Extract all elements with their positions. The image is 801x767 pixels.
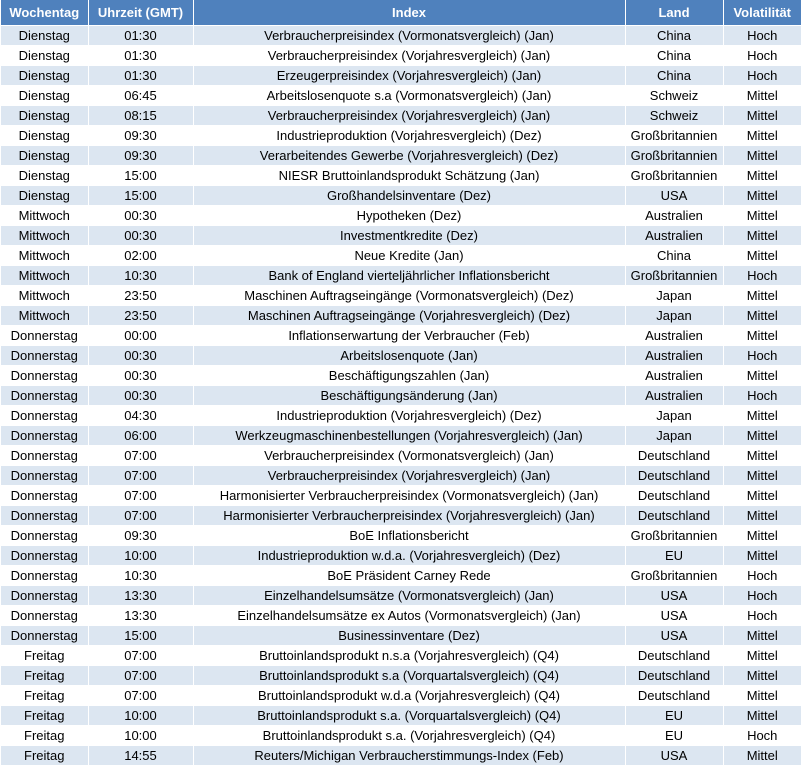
country-cell: Japan	[625, 406, 723, 426]
weekday-cell: Freitag	[1, 646, 88, 666]
volatility-cell: Mittel	[723, 666, 801, 686]
volatility-cell: Mittel	[723, 426, 801, 446]
table-row	[1, 166, 801, 186]
weekday-cell: Freitag	[1, 666, 88, 686]
index-cell: NIESR Bruttoinlandsprodukt Schätzung (Jan)	[193, 166, 625, 186]
table-row	[1, 506, 801, 526]
table-row	[1, 126, 801, 146]
volatility-cell: Hoch	[723, 726, 801, 746]
country-cell: Australien	[625, 386, 723, 406]
table-row	[1, 106, 801, 126]
index-cell: Investmentkredite (Dez)	[193, 226, 625, 246]
volatility-cell: Hoch	[723, 346, 801, 366]
header-country: Land	[625, 0, 723, 26]
volatility-cell: Mittel	[723, 306, 801, 326]
index-cell: Beschäftigungszahlen (Jan)	[193, 366, 625, 386]
table-row	[1, 66, 801, 86]
table-row	[1, 346, 801, 366]
index-cell: Verbraucherpreisindex (Vorjahresvergleich) (Jan)	[193, 466, 625, 486]
volatility-cell: Mittel	[723, 546, 801, 566]
index-cell: Businessinventare (Dez)	[193, 626, 625, 646]
country-cell: Großbritannien	[625, 566, 723, 586]
index-cell: Erzeugerpreisindex (Vorjahresvergleich) (Jan)	[193, 66, 625, 86]
volatility-cell: Mittel	[723, 646, 801, 666]
country-cell: China	[625, 66, 723, 86]
country-cell: EU	[625, 546, 723, 566]
time-cell: 15:00	[88, 186, 193, 206]
table-row	[1, 466, 801, 486]
time-cell: 13:30	[88, 586, 193, 606]
economic-calendar-table	[1, 0, 801, 765]
time-cell: 14:55	[88, 746, 193, 766]
country-cell: China	[625, 26, 723, 46]
volatility-cell: Hoch	[723, 386, 801, 406]
index-cell: Bruttoinlandsprodukt n.s.a (Vorjahresvergleich) (Q4)	[193, 646, 625, 666]
header-volatility: Volatilität	[723, 0, 801, 26]
volatility-cell: Hoch	[723, 266, 801, 286]
country-cell: Australien	[625, 206, 723, 226]
time-cell: 23:50	[88, 306, 193, 326]
time-cell: 10:00	[88, 726, 193, 746]
index-cell: Großhandelsinventare (Dez)	[193, 186, 625, 206]
volatility-cell: Mittel	[723, 206, 801, 226]
index-cell: Verarbeitendes Gewerbe (Vorjahresvergleich) (Dez)	[193, 146, 625, 166]
time-cell: 23:50	[88, 286, 193, 306]
weekday-cell: Dienstag	[1, 46, 88, 66]
weekday-cell: Donnerstag	[1, 586, 88, 606]
header-weekday: Wochentag	[1, 0, 88, 26]
volatility-cell: Mittel	[723, 366, 801, 386]
volatility-cell: Mittel	[723, 526, 801, 546]
weekday-cell: Donnerstag	[1, 526, 88, 546]
index-cell: Arbeitslosenquote s.a (Vormonatsvergleich) (Jan)	[193, 86, 625, 106]
index-cell: Bruttoinlandsprodukt s.a (Vorquartalsvergleich) (Q4)	[193, 666, 625, 686]
table-row	[1, 566, 801, 586]
time-cell: 07:00	[88, 486, 193, 506]
weekday-cell: Dienstag	[1, 166, 88, 186]
weekday-cell: Dienstag	[1, 86, 88, 106]
time-cell: 07:00	[88, 466, 193, 486]
volatility-cell: Mittel	[723, 746, 801, 766]
index-cell: Verbraucherpreisindex (Vorjahresvergleich) (Jan)	[193, 46, 625, 66]
time-cell: 04:30	[88, 406, 193, 426]
volatility-cell: Mittel	[723, 106, 801, 126]
time-cell: 07:00	[88, 666, 193, 686]
table-row	[1, 26, 801, 46]
index-cell: Bruttoinlandsprodukt s.a. (Vorquartalsvergleich) (Q4)	[193, 706, 625, 726]
index-cell: Industrieproduktion (Vorjahresvergleich) (Dez)	[193, 126, 625, 146]
weekday-cell: Dienstag	[1, 106, 88, 126]
weekday-cell: Mittwoch	[1, 266, 88, 286]
country-cell: USA	[625, 606, 723, 626]
weekday-cell: Donnerstag	[1, 346, 88, 366]
time-cell: 01:30	[88, 26, 193, 46]
index-cell: Neue Kredite (Jan)	[193, 246, 625, 266]
header-index: Index	[193, 0, 625, 26]
volatility-cell: Hoch	[723, 26, 801, 46]
time-cell: 09:30	[88, 126, 193, 146]
time-cell: 13:30	[88, 606, 193, 626]
time-cell: 07:00	[88, 646, 193, 666]
table-row	[1, 686, 801, 706]
weekday-cell: Dienstag	[1, 186, 88, 206]
weekday-cell: Dienstag	[1, 146, 88, 166]
time-cell: 00:30	[88, 226, 193, 246]
table-row	[1, 546, 801, 566]
time-cell: 00:30	[88, 206, 193, 226]
country-cell: Deutschland	[625, 486, 723, 506]
country-cell: Großbritannien	[625, 126, 723, 146]
time-cell: 01:30	[88, 46, 193, 66]
index-cell: Arbeitslosenquote (Jan)	[193, 346, 625, 366]
weekday-cell: Donnerstag	[1, 546, 88, 566]
weekday-cell: Freitag	[1, 746, 88, 766]
table-row	[1, 486, 801, 506]
volatility-cell: Mittel	[723, 246, 801, 266]
country-cell: Deutschland	[625, 446, 723, 466]
table-row	[1, 526, 801, 546]
weekday-cell: Donnerstag	[1, 406, 88, 426]
weekday-cell: Dienstag	[1, 66, 88, 86]
weekday-cell: Freitag	[1, 726, 88, 746]
country-cell: Deutschland	[625, 666, 723, 686]
table-row	[1, 286, 801, 306]
weekday-cell: Freitag	[1, 686, 88, 706]
country-cell: Großbritannien	[625, 266, 723, 286]
volatility-cell: Mittel	[723, 706, 801, 726]
volatility-cell: Hoch	[723, 46, 801, 66]
table-row	[1, 206, 801, 226]
index-cell: Maschinen Auftragseingänge (Vorjahresvergleich) (Dez)	[193, 306, 625, 326]
country-cell: Australien	[625, 326, 723, 346]
table-row	[1, 86, 801, 106]
index-cell: Einzelhandelsumsätze ex Autos (Vormonatsvergleich) (Jan)	[193, 606, 625, 626]
index-cell: Industrieproduktion (Vorjahresvergleich) (Dez)	[193, 406, 625, 426]
country-cell: Japan	[625, 426, 723, 446]
country-cell: USA	[625, 586, 723, 606]
time-cell: 07:00	[88, 446, 193, 466]
volatility-cell: Mittel	[723, 126, 801, 146]
table-row	[1, 746, 801, 766]
table-row	[1, 386, 801, 406]
time-cell: 00:30	[88, 386, 193, 406]
volatility-cell: Hoch	[723, 66, 801, 86]
volatility-cell: Mittel	[723, 86, 801, 106]
time-cell: 00:00	[88, 326, 193, 346]
weekday-cell: Mittwoch	[1, 206, 88, 226]
country-cell: Deutschland	[625, 646, 723, 666]
weekday-cell: Dienstag	[1, 126, 88, 146]
weekday-cell: Donnerstag	[1, 626, 88, 646]
volatility-cell: Mittel	[723, 166, 801, 186]
index-cell: Bruttoinlandsprodukt s.a. (Vorjahresvergleich) (Q4)	[193, 726, 625, 746]
time-cell: 01:30	[88, 66, 193, 86]
index-cell: Einzelhandelsumsätze (Vormonatsvergleich) (Jan)	[193, 586, 625, 606]
weekday-cell: Freitag	[1, 706, 88, 726]
weekday-cell: Donnerstag	[1, 366, 88, 386]
time-cell: 10:00	[88, 706, 193, 726]
volatility-cell: Mittel	[723, 686, 801, 706]
table-row	[1, 186, 801, 206]
table-row	[1, 246, 801, 266]
weekday-cell: Mittwoch	[1, 226, 88, 246]
volatility-cell: Hoch	[723, 566, 801, 586]
time-cell: 15:00	[88, 626, 193, 646]
weekday-cell: Dienstag	[1, 26, 88, 46]
weekday-cell: Mittwoch	[1, 246, 88, 266]
country-cell: Australien	[625, 346, 723, 366]
country-cell: Großbritannien	[625, 146, 723, 166]
weekday-cell: Donnerstag	[1, 386, 88, 406]
time-cell: 07:00	[88, 506, 193, 526]
table-row	[1, 306, 801, 326]
time-cell: 10:30	[88, 566, 193, 586]
index-cell: Verbraucherpreisindex (Vormonatsvergleich) (Jan)	[193, 26, 625, 46]
weekday-cell: Donnerstag	[1, 606, 88, 626]
index-cell: Verbraucherpreisindex (Vormonatsvergleich) (Jan)	[193, 446, 625, 466]
table-row	[1, 646, 801, 666]
index-cell: Harmonisierter Verbraucherpreisindex (Vormonatsvergleich) (Jan)	[193, 486, 625, 506]
country-cell: Großbritannien	[625, 526, 723, 546]
index-cell: BoE Präsident Carney Rede	[193, 566, 625, 586]
time-cell: 07:00	[88, 686, 193, 706]
time-cell: 09:30	[88, 146, 193, 166]
volatility-cell: Mittel	[723, 506, 801, 526]
volatility-cell: Mittel	[723, 286, 801, 306]
table-row	[1, 726, 801, 746]
country-cell: Australien	[625, 226, 723, 246]
weekday-cell: Mittwoch	[1, 286, 88, 306]
weekday-cell: Donnerstag	[1, 326, 88, 346]
weekday-cell: Mittwoch	[1, 306, 88, 326]
index-cell: Beschäftigungsänderung (Jan)	[193, 386, 625, 406]
table-row	[1, 446, 801, 466]
volatility-cell: Mittel	[723, 226, 801, 246]
volatility-cell: Hoch	[723, 586, 801, 606]
volatility-cell: Mittel	[723, 486, 801, 506]
header-time: Uhrzeit (GMT)	[88, 0, 193, 26]
country-cell: Schweiz	[625, 86, 723, 106]
country-cell: China	[625, 246, 723, 266]
index-cell: Verbraucherpreisindex (Vorjahresvergleich) (Jan)	[193, 106, 625, 126]
weekday-cell: Donnerstag	[1, 486, 88, 506]
country-cell: Deutschland	[625, 686, 723, 706]
country-cell: Deutschland	[625, 506, 723, 526]
index-cell: Bank of England vierteljährlicher Inflationsbericht	[193, 266, 625, 286]
country-cell: EU	[625, 706, 723, 726]
country-cell: Japan	[625, 286, 723, 306]
index-cell: Inflationserwartung der Verbraucher (Feb)	[193, 326, 625, 346]
weekday-cell: Donnerstag	[1, 466, 88, 486]
table-row	[1, 226, 801, 246]
weekday-cell: Donnerstag	[1, 506, 88, 526]
time-cell: 06:45	[88, 86, 193, 106]
country-cell: China	[625, 46, 723, 66]
time-cell: 06:00	[88, 426, 193, 446]
weekday-cell: Donnerstag	[1, 566, 88, 586]
volatility-cell: Mittel	[723, 406, 801, 426]
time-cell: 00:30	[88, 366, 193, 386]
header-row	[1, 0, 801, 26]
country-cell: USA	[625, 626, 723, 646]
time-cell: 08:15	[88, 106, 193, 126]
table-row	[1, 426, 801, 446]
country-cell: Großbritannien	[625, 166, 723, 186]
table-row	[1, 46, 801, 66]
index-cell: Bruttoinlandsprodukt w.d.a (Vorjahresvergleich) (Q4)	[193, 686, 625, 706]
country-cell: Deutschland	[625, 466, 723, 486]
weekday-cell: Donnerstag	[1, 426, 88, 446]
volatility-cell: Mittel	[723, 146, 801, 166]
index-cell: Werkzeugmaschinenbestellungen (Vorjahresvergleich) (Jan)	[193, 426, 625, 446]
volatility-cell: Mittel	[723, 326, 801, 346]
index-cell: Hypotheken (Dez)	[193, 206, 625, 226]
table-row	[1, 266, 801, 286]
time-cell: 02:00	[88, 246, 193, 266]
time-cell: 10:30	[88, 266, 193, 286]
index-cell: Harmonisierter Verbraucherpreisindex (Vorjahresvergleich) (Jan)	[193, 506, 625, 526]
country-cell: Japan	[625, 306, 723, 326]
time-cell: 15:00	[88, 166, 193, 186]
country-cell: USA	[625, 186, 723, 206]
volatility-cell: Mittel	[723, 466, 801, 486]
country-cell: USA	[625, 746, 723, 766]
index-cell: Reuters/Michigan Verbraucherstimmungs-Index (Feb)	[193, 746, 625, 766]
weekday-cell: Donnerstag	[1, 446, 88, 466]
table-body	[1, 26, 801, 766]
table-row	[1, 706, 801, 726]
volatility-cell: Mittel	[723, 626, 801, 646]
table-row	[1, 586, 801, 606]
country-cell: Australien	[625, 366, 723, 386]
table-row	[1, 326, 801, 346]
country-cell: EU	[625, 726, 723, 746]
table-row	[1, 406, 801, 426]
index-cell: Maschinen Auftragseingänge (Vormonatsvergleich) (Dez)	[193, 286, 625, 306]
table-row	[1, 146, 801, 166]
table-row	[1, 666, 801, 686]
time-cell: 00:30	[88, 346, 193, 366]
time-cell: 09:30	[88, 526, 193, 546]
table-row	[1, 606, 801, 626]
volatility-cell: Mittel	[723, 186, 801, 206]
table-row	[1, 626, 801, 646]
time-cell: 10:00	[88, 546, 193, 566]
index-cell: BoE Inflationsbericht	[193, 526, 625, 546]
table-row	[1, 366, 801, 386]
volatility-cell: Mittel	[723, 446, 801, 466]
index-cell: Industrieproduktion w.d.a. (Vorjahresvergleich) (Dez)	[193, 546, 625, 566]
volatility-cell: Hoch	[723, 606, 801, 626]
country-cell: Schweiz	[625, 106, 723, 126]
